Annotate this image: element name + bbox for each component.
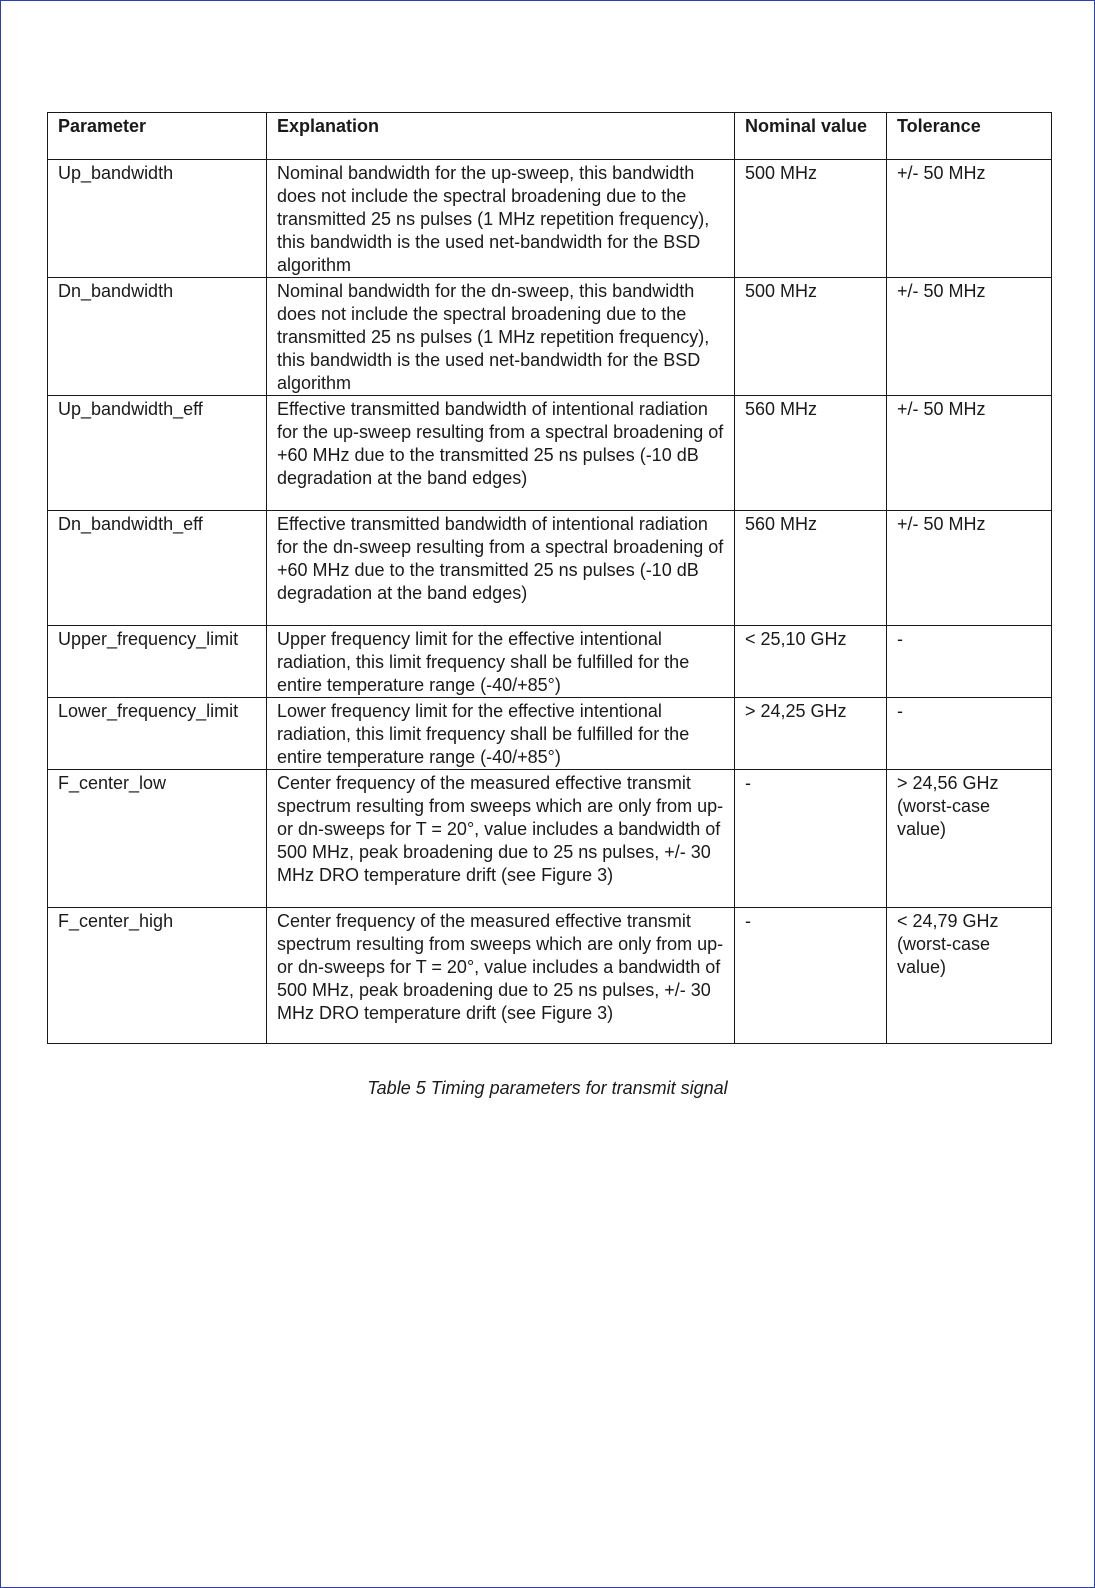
cell-nominal-value: - [735,908,887,1044]
cell-explanation: Upper frequency limit for the effective intentional radiation, this limit frequency shall be fulfilled for the entire temperature range (-40/+85°) [267,626,735,698]
table-row [48,698,1052,770]
cell-explanation: Nominal bandwidth for the dn-sweep, this bandwidth does not include the spectral broadening due to the transmitted 25 ns pulses (1 MHz repetition frequency), this bandwidth is the used net-bandwidth for the BSD algorithm [267,278,735,396]
header-parameter: Parameter [48,113,267,160]
cell-nominal-value: 500 MHz [735,278,887,396]
cell-tolerance: < 24,79 GHz (worst-case value) [887,908,1052,1044]
cell-tolerance: +/- 50 MHz [887,278,1052,396]
cell-nominal-value: 560 MHz [735,511,887,626]
table-row [48,626,1052,698]
cell-tolerance: > 24,56 GHz (worst-case value) [887,770,1052,908]
cell-explanation: Effective transmitted bandwidth of intentional radiation for the up-sweep resulting from a spectral broadening of +60 MHz due to the transmitted 25 ns pulses (-10 dB degradation at the band edges) [267,396,735,511]
cell-nominal-value: - [735,770,887,908]
table-header-row [48,113,1052,160]
cell-parameter: Up_bandwidth [48,160,267,278]
cell-tolerance: +/- 50 MHz [887,160,1052,278]
cell-parameter: Upper_frequency_limit [48,626,267,698]
cell-parameter: Lower_frequency_limit [48,698,267,770]
cell-explanation: Effective transmitted bandwidth of intentional radiation for the dn-sweep resulting from a spectral broadening of +60 MHz due to the transmitted 25 ns pulses (-10 dB degradation at the band edges) [267,511,735,626]
table-row [48,278,1052,396]
table-row [48,160,1052,278]
table-row [48,908,1052,1044]
cell-parameter: F_center_low [48,770,267,908]
header-explanation: Explanation [267,113,735,160]
table-row [48,511,1052,626]
cell-explanation: Center frequency of the measured effective transmit spectrum resulting from sweeps which are only from up- or dn-sweeps for T = 20°, value includes a bandwidth of 500 MHz, peak broadening due to 25 ns pulses, +/- 30 MHz DRO temperature drift (see Figure 3) [267,770,735,908]
cell-nominal-value: > 24,25 GHz [735,698,887,770]
cell-tolerance: +/- 50 MHz [887,511,1052,626]
table-row [48,770,1052,908]
cell-parameter: Up_bandwidth_eff [48,396,267,511]
cell-tolerance: - [887,698,1052,770]
cell-explanation: Lower frequency limit for the effective intentional radiation, this limit frequency shall be fulfilled for the entire temperature range (-40/+85°) [267,698,735,770]
cell-nominal-value: 560 MHz [735,396,887,511]
cell-parameter: Dn_bandwidth_eff [48,511,267,626]
cell-tolerance: +/- 50 MHz [887,396,1052,511]
header-nominal-value: Nominal value [735,113,887,160]
timing-parameters-table [47,112,1052,1044]
cell-parameter: Dn_bandwidth [48,278,267,396]
header-tolerance: Tolerance [887,113,1052,160]
cell-explanation: Nominal bandwidth for the up-sweep, this bandwidth does not include the spectral broadening due to the transmitted 25 ns pulses (1 MHz repetition frequency), this bandwidth is the used net-bandwidth for the BSD algorithm [267,160,735,278]
cell-parameter: F_center_high [48,908,267,1044]
cell-nominal-value: < 25,10 GHz [735,626,887,698]
cell-nominal-value: 500 MHz [735,160,887,278]
cell-explanation: Center frequency of the measured effective transmit spectrum resulting from sweeps which are only from up- or dn-sweeps for T = 20°, value includes a bandwidth of 500 MHz, peak broadening due to 25 ns pulses, +/- 30 MHz DRO temperature drift (see Figure 3) [267,908,735,1044]
table-row [48,396,1052,511]
cell-tolerance: - [887,626,1052,698]
table-caption: Table 5 Timing parameters for transmit signal [367,1078,728,1098]
